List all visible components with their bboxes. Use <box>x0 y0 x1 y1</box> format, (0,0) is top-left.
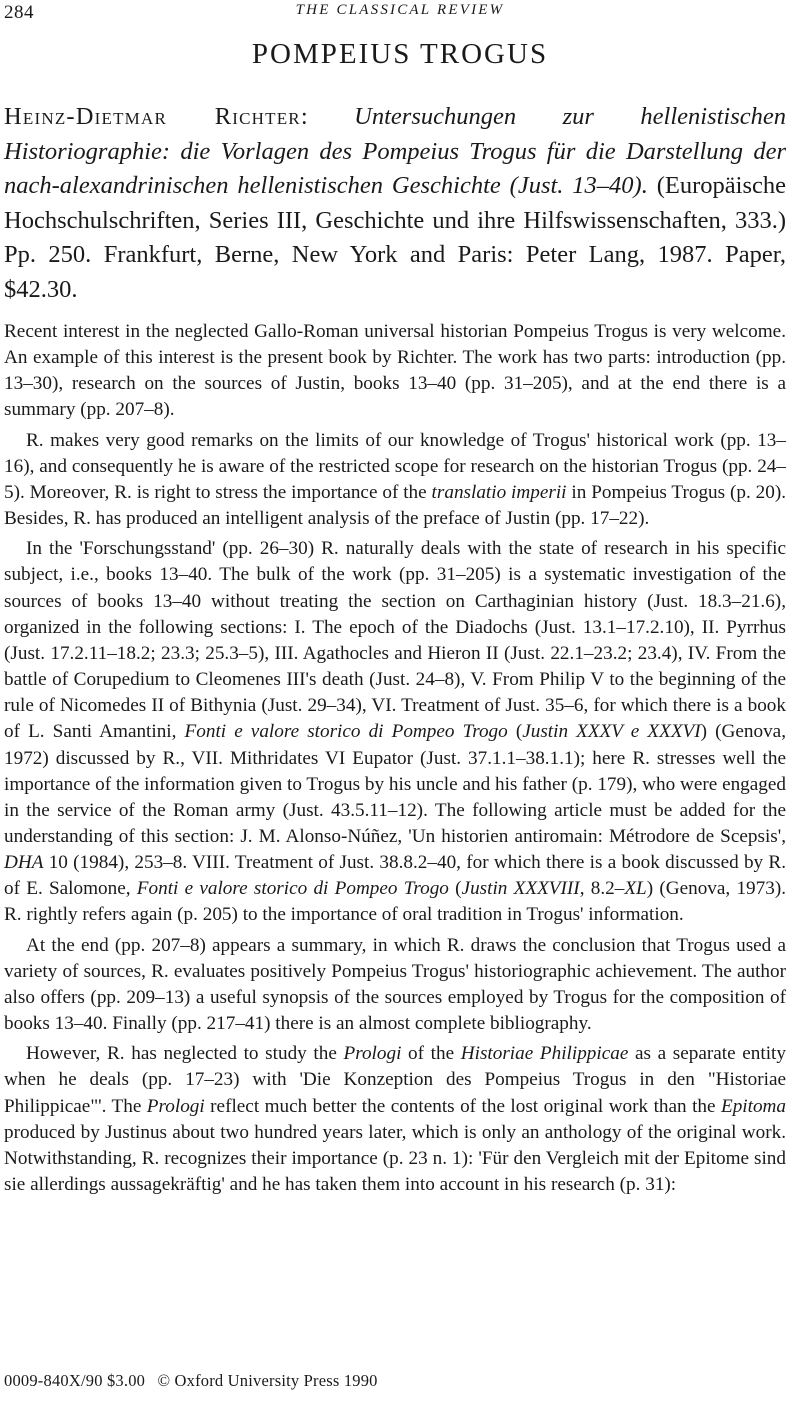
paragraph-2-text-b: in Pompeius Trogus (p. 20). Besides, R. has produced an intelligent analysis of the preface of Justin (pp. 17–22). <box>4 481 787 530</box>
paragraph-3-italic-1: Fonti e valore storico di Pompeo Trogo <box>184 721 508 743</box>
paragraph-3-italic-4: Fonti e valore storico di Pompeo Trogo <box>136 878 449 900</box>
paragraph-3-text-f: , 8.2– <box>579 878 625 900</box>
paragraph-3-italic-2: Justin XXXV e XXXVI <box>522 721 701 743</box>
reviewed-book-title: Untersuchungen zur hellenistischen Historiographie: die Vorlagen des Pompeius Trogus für die Darstellung der nach-alexandrinischen hellenistischen Geschichte (Just. 13–40). <box>4 103 787 199</box>
paragraph-5-italic-2: Historiae Philippicae <box>460 1043 629 1065</box>
paragraph-5-text-b: of the <box>401 1043 461 1065</box>
paragraph-3-italic-5: Justin XXXVIII <box>461 878 580 900</box>
paragraph-1: Recent interest in the neglected Gallo-Roman universal historian Pompeius Trogus is very welcome. An example of this interest is the present book by Richter. The work has two parts: introduction (pp. 13–30), research on the sources of Justin, books 13–40 (pp. 31–205), and at the end there is a summary (pp. 207–8). <box>4 321 786 421</box>
copyright-footer <box>4 1371 386 1391</box>
paragraph-5-text-d: reflect much better the contents of the lost original work than the <box>204 1095 721 1117</box>
paragraph-2 <box>4 428 786 533</box>
paragraph-3 <box>4 536 786 928</box>
article-title: POMPEIUS TROGUS <box>251 38 549 70</box>
paragraph-5 <box>4 1041 786 1198</box>
paragraph-5-italic-3: Prologi <box>146 1095 205 1117</box>
paragraph-2-italic-1: translatio imperii <box>431 481 567 503</box>
paragraph-3-text-b: ( <box>507 721 523 743</box>
paragraph-3-italic-3: DHA <box>4 852 44 874</box>
paragraph-5-italic-4: Epitoma <box>720 1095 786 1117</box>
paragraph-3-text-a: In the 'Forschungsstand' (pp. 26–30) R. naturally deals with the state of research in his specific subject, i.e., books 13–40. The bulk of the work (pp. 31–205) is a systematic investigation of the sources of books 13–40 without treating the section on Carthaginian history (Just. 18.3–21.6), organized in the following sections: I. The epoch of the Diadochs (Just. 13.1–17.2.10), II. Pyrrhus (Just. 17.2.11–18.2; 23.3; 25.3–5), III. Agathocles and Hieron II (Just. 22.1–23.2; 23.4), IV. From the battle of Corupedium to Cleomenes III's death (Just. 24–8), V. From Philip V to the beginning of the rule of Nicomedes II of Bithynia (Just. 29–34), VI. Treatment of Just. 35–6, for which there is a book of L. Santi Amantini, <box>4 538 786 743</box>
page-number: 284 <box>4 2 34 23</box>
heading-colon: : <box>300 103 355 130</box>
issn-price: 0009-840X/90 $3.00 <box>4 1371 146 1390</box>
reviewed-author: Heinz-Dietmar Richter <box>4 103 301 130</box>
review-heading <box>4 100 786 307</box>
paragraph-5-italic-1: Prologi <box>343 1043 402 1065</box>
review-body <box>4 319 786 1202</box>
paragraph-5-text-a: However, R. has neglected to study the <box>26 1043 344 1065</box>
running-head <box>4 2 796 26</box>
copyright-notice: © Oxford University Press 1990 <box>157 1371 378 1390</box>
paragraph-5-text-e: produced by Justinus about two hundred years later, which is only an anthology of the original work. Notwithstanding, R. recognizes their importance (p. 23 n. 1): 'Für den Vergleich mit der Epitome sind sie allerdings aussagekräftig' and he has taken them into account in his research (p. 31): <box>4 1121 786 1195</box>
publication-details: (Europäische Hochschulschriften, Series III, Geschichte und ihre Hilfswissenschaften, 333.) Pp. 250. Frankfurt, Berne, New York and Paris: Peter Lang, 1987. Paper, $42.30. <box>4 172 786 303</box>
paragraph-3-text-e: ( <box>448 878 462 900</box>
paragraph-5-text-c: as a separate entity when he deals (pp. 17–23) with 'Die Konzeption des Pompeius Trogus in den "Historiae Philippicae"'. The <box>4 1043 786 1117</box>
paragraph-3-text-g: ) (Genova, 1973). R. rightly refers again (p. 205) to the importance of oral tradition in Trogus' information. <box>4 878 787 926</box>
paragraph-4: At the end (pp. 207–8) appears a summary, in which R. draws the conclusion that Trogus used a variety of sources, R. evaluates positively Pompeius Trogus' historiographic achievement. The author also offers (pp. 209–13) a useful synopsis of the sources employed by Trogus for the composition of books 13–40. Finally (pp. 217–41) there is an almost complete bibliography. <box>4 934 786 1035</box>
paragraph-3-text-c: ) (Genova, 1972) discussed by R., VII. Mithridates VI Eupator (Just. 37.1.1–38.1.1); here R. stresses well the importance of the information given to Trogus by his uncle and his father (p. 179), who were engaged in the service of the Roman army (Just. 43.5.11–12). The following article must be added for the understanding of this section: J. M. Alonso-Núñez, 'Un historien antiromain: Métrodore de Scepsis', <box>4 721 786 847</box>
journal-name: THE CLASSICAL REVIEW <box>295 2 505 18</box>
paragraph-3-italic-6: XL <box>624 878 647 900</box>
paragraph-3-text-d: 10 (1984), 253–8. VIII. Treatment of Just. 38.8.2–40, for which there is a book discussed by R. of E. Salomone, <box>4 852 786 900</box>
paragraph-2-text-a: R. makes very good remarks on the limits of our knowledge of Trogus' historical work (pp. 13–16), and consequently he is aware of the restricted scope for research on the historian Trogus (pp. 24–5). Moreover, R. is right to stress the importance of the <box>4 429 786 503</box>
